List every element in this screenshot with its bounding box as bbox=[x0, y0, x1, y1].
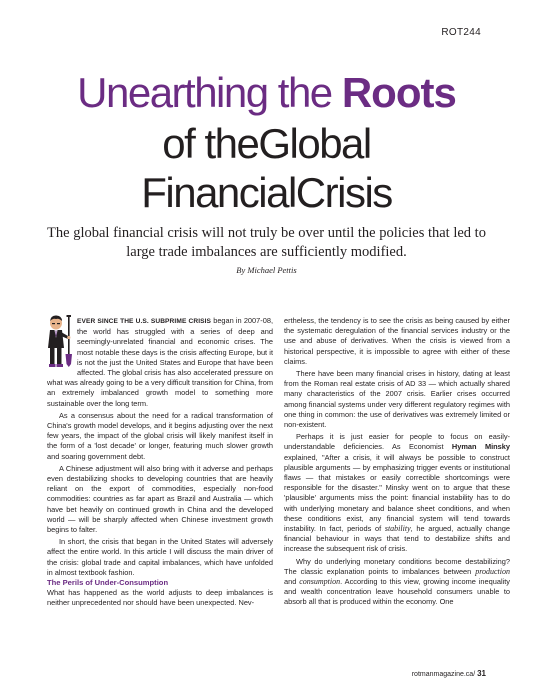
paragraph-1 bbox=[47, 316, 273, 409]
paragraph-8-text-b: explained, "After a crisis, it will always be possible to construct plausible arguments — by emphasizing trigger events or institutional flaws — that mistakes or easily correctible shortcomings were responsible for the disaster." Minsky went on to argue that these 'plausible' arguments miss the point: financial instability has to do with underlying monetary and balance sheet conditions, and when these conditions exist, any financial system will tend towards instability. In fact, periods of bbox=[284, 452, 510, 534]
lead-in: EVER SINCE THE U.S. SUBPRIME CRISIS bbox=[77, 318, 212, 325]
title-roots: Roots bbox=[341, 69, 456, 116]
paragraph-2: As a consensus about the need for a radical transformation of China's growth model develops, and it begins adjusting over the next few years, the impact of the global crisis will likely manifest itself in the form of a 'lost decade' or longer, featuring much slower growth and soaring government debt. bbox=[47, 410, 273, 461]
footer-site: rotmanmagazine.ca/ bbox=[411, 671, 478, 678]
article-code: ROT244 bbox=[441, 27, 481, 38]
right-column bbox=[284, 316, 510, 608]
paragraph-9-text-b: . According to this view, growing income inequality and wealth concentration leave household consumers unable to absorb all that is produced within the economy. One bbox=[284, 577, 510, 607]
stability-emphasis: stability bbox=[384, 524, 411, 534]
paragraph-4: In short, the crisis that began in the United States will adversely affect the entire world. In this article I will discuss the main driver of the crisis: global trade and capital imbalances, which have unfolded in almost textbook fashion. bbox=[47, 537, 273, 577]
left-column bbox=[47, 316, 273, 609]
paragraph-9-and: and bbox=[284, 577, 300, 587]
hyman-minsky-name: Hyman Minsky bbox=[451, 442, 510, 452]
paragraph-1-text: began in 2007-08, the world has struggled with a series of deep and seemingly-unrelated financial and economic crises. The most notable these days is the crisis affecting Europe, but it is not the just the United States and Europe that have been affected. The global crisis has also accelerated pressure on what was already going to be a very difficult transition for China, from an extremely imbalanced growth model to something more sustainable over the long term. bbox=[47, 316, 273, 408]
paragraph-9 bbox=[284, 557, 510, 608]
title-line-1 bbox=[0, 69, 533, 116]
title-line-3: FinancialCrisis bbox=[141, 169, 392, 216]
title-line-2: of theGlobal bbox=[162, 120, 371, 167]
page-footer bbox=[412, 669, 486, 678]
page-number: 31 bbox=[477, 669, 486, 678]
paragraph-8-text-c: , he argued, actually change financial behaviour in ways that tend to destabilize shifts and increase the subsequent risk of crisis. bbox=[284, 524, 510, 554]
paragraph-9-text-a: Why do underlying monetary conditions become destabilizing? The classic explanation points to imbalances between bbox=[284, 556, 510, 576]
subtitle: The global financial crisis will not truly be over until the policies that led to large trade imbalances are sufficiently modified. bbox=[47, 225, 486, 260]
production-emphasis: production bbox=[475, 566, 510, 576]
paragraph-3: A Chinese adjustment will also bring with it adverse and perhaps even destabilizing shocks to developing countries that are heavily reliant on the export of commodities, especially non-food commodities: countries as far apart as Brazil and Australia — which have bet heavily on continued growth in China and the developed world — will be sharply affected when Chinese investment growth begins to falter. bbox=[47, 463, 273, 535]
section-heading: The Perils of Under-Consumption bbox=[47, 578, 169, 588]
byline: By Michael Pettis bbox=[236, 265, 297, 275]
consumption-emphasis: consumption bbox=[299, 577, 341, 587]
paragraph-5: What has happened as the world adjusts to deep imbalances is neither unprecedented nor should have been unexpected. Nev- bbox=[47, 588, 273, 608]
paragraph-8 bbox=[284, 432, 510, 554]
title-unearthing-the: Unearthing the bbox=[77, 69, 342, 116]
paragraph-6: ertheless, the tendency is to see the crisis as being caused by either the systematic deregulation of the financial services industry or the use and abuse of derivatives. When the crisis is viewed from a historical perspective, it is impossible to agree with either of these claims. bbox=[284, 316, 510, 366]
man-with-shovel-icon bbox=[47, 314, 73, 370]
paragraph-8-text-a: Perhaps it is just easier for people to focus on easily-understandable deficiencies. As Economist bbox=[284, 432, 510, 452]
paragraph-7: There have been many financial crises in history, dating at least from the Roman real estate crisis of AD 33 — which actually shared many characteristics of the 2007 crisis. Earlier crises occurred among financial systems under very different regulatory regimes with one thing in common: the use of derivatives was extremely limited or non-existent. bbox=[284, 369, 510, 430]
